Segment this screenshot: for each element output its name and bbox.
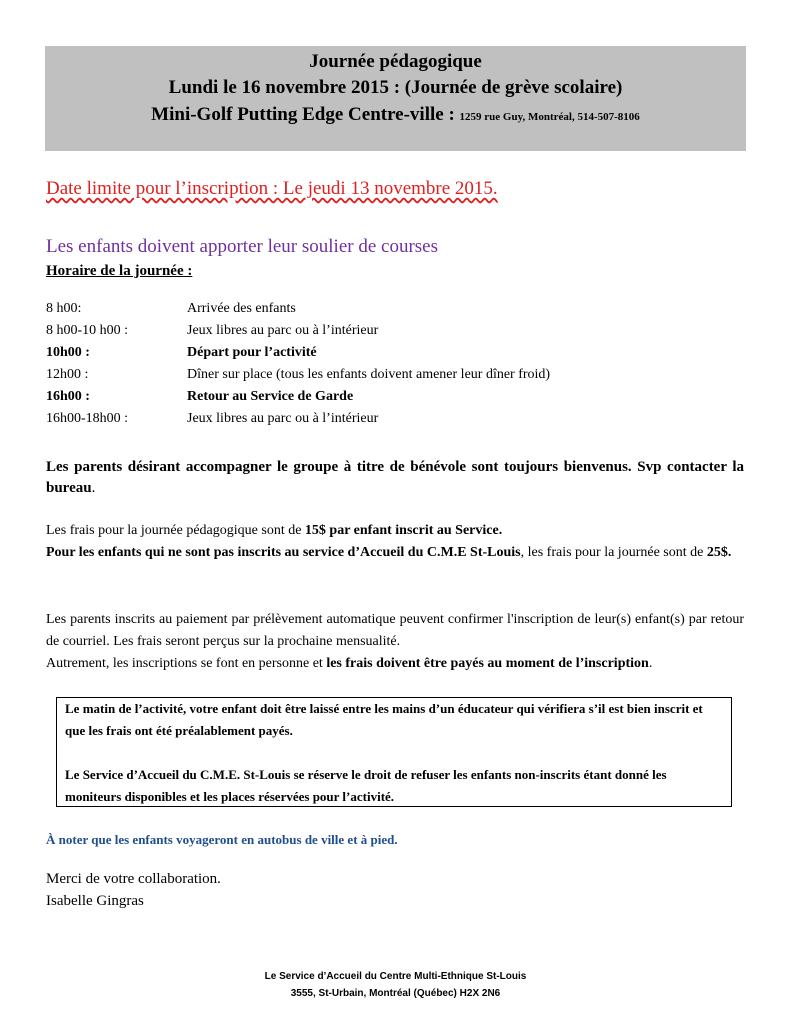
volunteer-end: . [91,480,96,496]
header-date: Lundi le 16 novembre 2015 : (Journée de grève scolaire) [168,77,623,98]
shoes-notice: Les enfants doivent apporter leur soulier de courses [46,236,439,257]
fees-non-member-text: Pour les enfants qui ne sont pas inscrits au service d’Accueil du C.M.E St-Louis [46,545,521,560]
automatic-text: Les parents inscrits au paiement par prélèvement automatique peuvent confirmer l'inscription de leur(s) enfant(s) par retour de courriel. Les frais seront perçus sur la prochaine mensualité. [46,612,744,649]
schedule-activity: Départ pour l’activité [187,345,317,360]
fees-non-member-price: 25$. [706,545,732,560]
otherwise-end: . [648,656,653,671]
otherwise-text: Autrement, les inscriptions se font en personne et [46,656,327,671]
header-title: Journée pédagogique [309,51,482,72]
closing [46,868,221,912]
schedule-time: 8 h00-10 h00 : [46,323,129,338]
schedule-activity: Dîner sur place (tous les enfants doivent amener leur dîner froid) [187,367,551,382]
schedule-activity: Retour au Service de Garde [187,389,354,404]
bus-note: À noter que les enfants voyageront en autobus de ville et à pied. [46,832,398,847]
schedule-title: Horaire de la journée : [46,263,193,279]
volunteer-text: Les parents désirant accompagner le groupe à titre de bénévole sont toujours bienvenus. Svp contacter la bureau [46,459,744,496]
volunteer-paragraph [46,457,744,499]
schedule-time: 12h00 : [46,367,89,382]
footer [0,968,791,1002]
closing-signature: Isabelle Gingras [46,893,144,909]
schedule-time: 16h00-18h00 : [46,411,129,426]
notice-paragraph-1: Le matin de l’activité, votre enfant doit être laissé entre les mains d’un éducateur qui vérifiera s’il est bien inscrit et que les frais ont été préalablement payés. [65,701,703,738]
schedule-time: 10h00 : [46,345,90,360]
automatic-payment-paragraph [46,609,744,675]
schedule-activity: Arrivée des enfants [187,301,296,316]
fees-line2-text: , les frais pour la journée sont de [520,545,707,560]
otherwise-bold: les frais doivent être payés au moment de l’inscription [326,656,649,671]
schedule-time: 8 h00: [46,301,82,316]
venue-address: 1259 rue Guy, Montréal, 514-507-8106 [459,111,640,123]
fees-line1-text: Les frais pour la journée pédagogique sont de [46,523,305,538]
closing-thanks: Merci de votre collaboration. [46,871,221,887]
fees-paragraph [46,520,744,564]
header-box [45,46,746,151]
header-venue [45,104,746,126]
schedule-activity: Jeux libres au parc ou à l’intérieur [187,323,379,338]
schedule-activity: Jeux libres au parc ou à l’intérieur [187,411,379,426]
venue-name: Mini-Golf Putting Edge Centre-ville : [151,104,460,125]
footer-line-1: Le Service d’Accueil du Centre Multi-Ethnique St-Louis [264,971,527,982]
registration-deadline: Date limite pour l’inscription : Le jeudi 13 novembre 2015. [46,178,498,199]
footer-line-2: 3555, St-Urbain, Montréal (Québec) H2X 2N6 [290,988,501,999]
fees-member-price: 15$ par enfant inscrit au Service. [304,523,503,538]
schedule-time: 16h00 : [46,389,90,404]
notice-paragraph-2: Le Service d’Accueil du C.M.E. St-Louis se réserve le droit de refuser les enfants non-inscrits étant donné les moniteurs disponibles et les places réservées pour l’activité. [65,767,667,804]
notice-box [56,697,732,807]
